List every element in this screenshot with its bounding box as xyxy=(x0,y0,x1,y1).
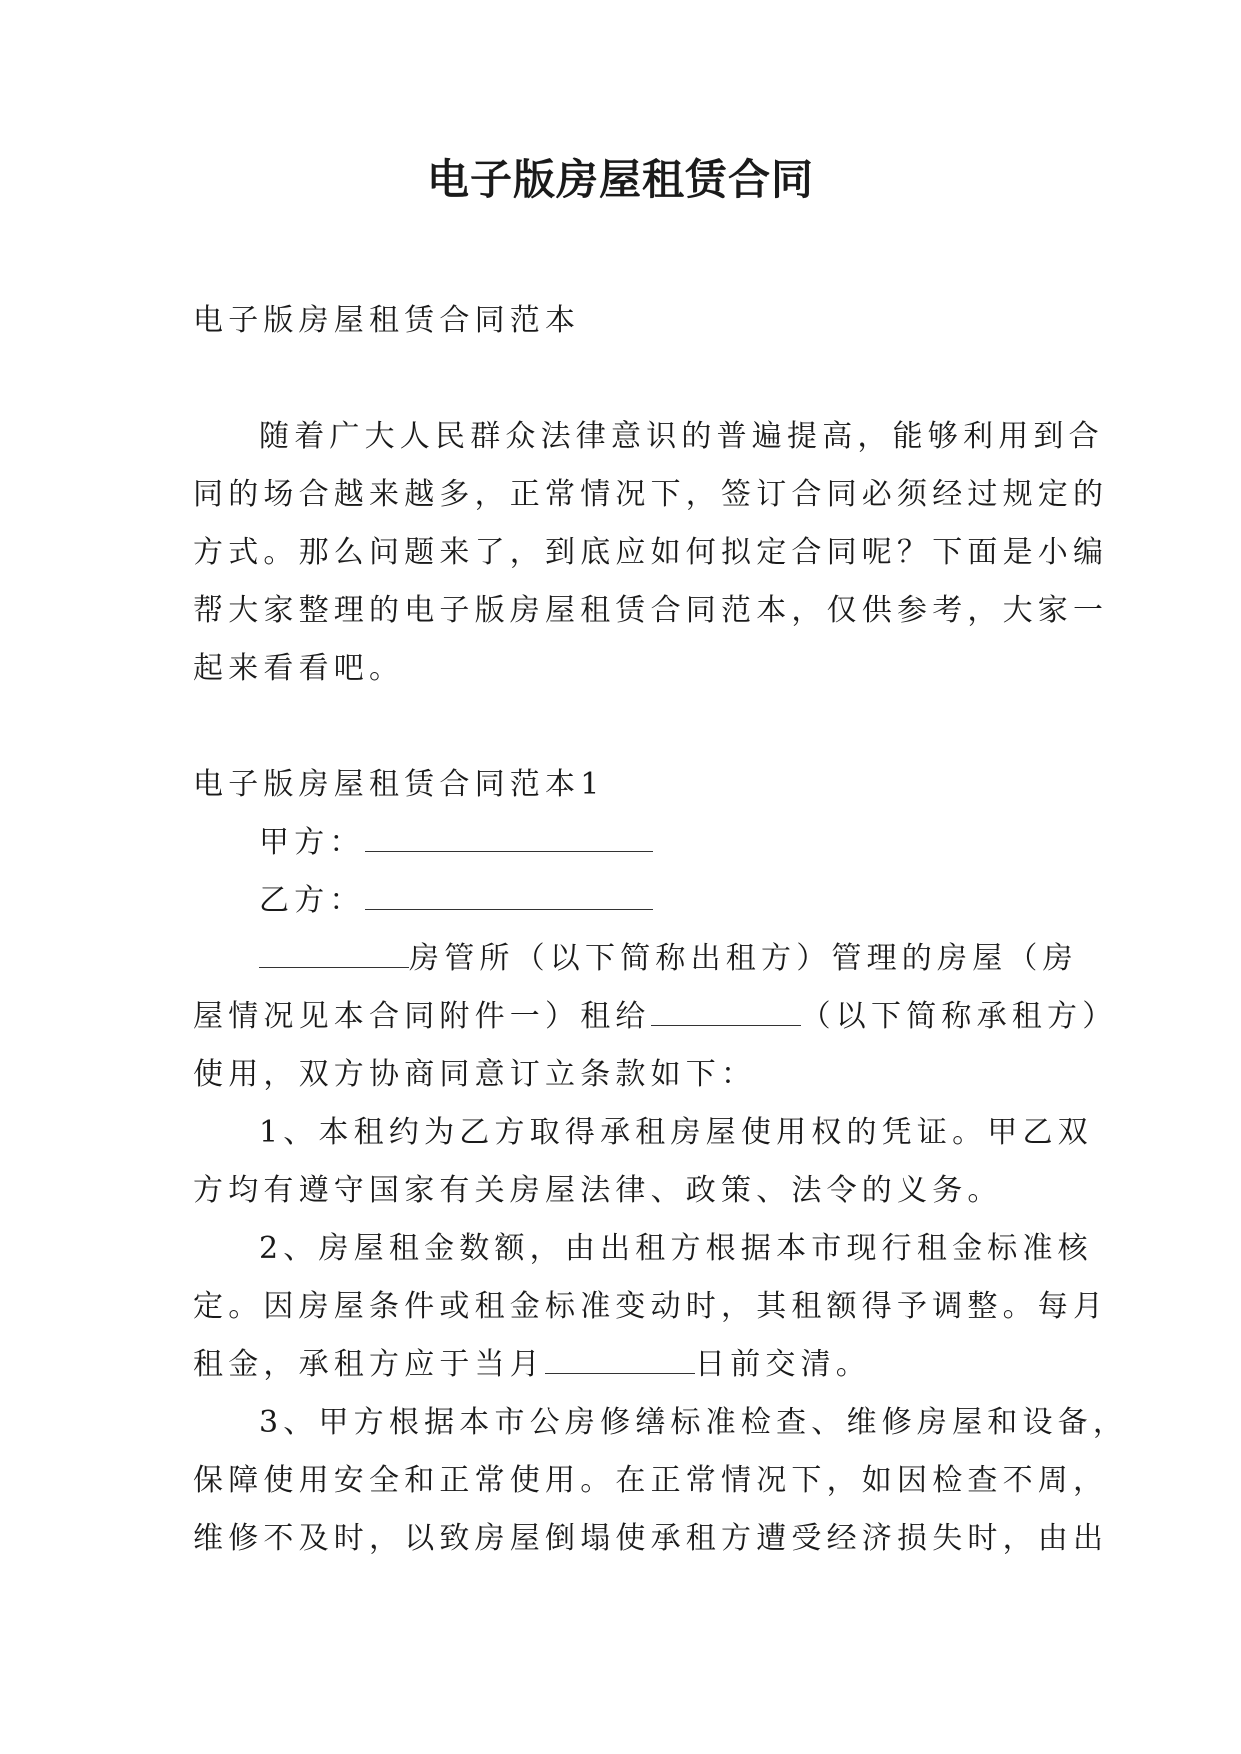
clause-3-line: 保障使用安全和正常使用。在正常情况下，如因检查不周， xyxy=(193,1463,1109,1498)
lease-line xyxy=(193,988,1118,1046)
subtitle: 电子版房屋租赁合同范本 xyxy=(193,303,581,338)
lease-text: 屋情况见本合同附件一）租给 xyxy=(193,999,651,1034)
party-b-blank xyxy=(365,875,653,910)
clause-2-text: 租金，承租方应于当月 xyxy=(193,1347,545,1382)
party-b-label: 乙方： xyxy=(259,883,365,918)
clause-1-line: 1、本租约为乙方取得承租房屋使用权的凭证。甲乙双 xyxy=(259,1115,1093,1150)
clause-1-line: 方均有遵守国家有关房屋法律、政策、法令的义务。 xyxy=(193,1173,1003,1208)
party-a-label: 甲方： xyxy=(259,825,365,860)
party-a-row xyxy=(193,814,1059,872)
clause-2-line: 定。因房屋条件或租金标准变动时，其租额得予调整。每月 xyxy=(193,1289,1109,1324)
party-b-row xyxy=(193,872,1059,930)
clause-3-line: 维修不及时，以致房屋倒塌使承租方遭受经济损失时，由出 xyxy=(193,1521,1109,1556)
section-heading: 电子版房屋租赁合同范本1 xyxy=(193,767,605,802)
clause-2-line: 2、房屋租金数额，由出租方根据本市现行租金标准核 xyxy=(259,1231,1093,1266)
rent-day-blank xyxy=(545,1339,695,1374)
spacer xyxy=(193,350,1059,408)
document-body xyxy=(193,292,1129,1568)
spacer xyxy=(193,698,1059,756)
document-title: 电子版房屋租赁合同 xyxy=(426,155,814,204)
lease-text: （以下简称承租方） xyxy=(800,999,1118,1034)
lease-text: 房管所（以下简称出租方）管理的房屋（房 xyxy=(409,941,1078,976)
intro-line: 方式。那么问题来了，到底应如何拟定合同呢？下面是小编 xyxy=(193,535,1109,570)
clause-3-line: 3、甲方根据本市公房修缮标准检查、维修房屋和设备， xyxy=(259,1405,1129,1440)
intro-line: 同的场合越来越多，正常情况下，签订合同必须经过规定的 xyxy=(193,477,1109,512)
lease-line xyxy=(193,930,1078,988)
lessee-blank xyxy=(651,991,801,1026)
clause-2-text: 日前交清。 xyxy=(695,1347,871,1382)
intro-line: 随着广大人民群众法律意识的普遍提高，能够利用到合 xyxy=(259,419,1104,454)
intro-line: 起来看看吧。 xyxy=(193,651,405,686)
clause-2-line xyxy=(193,1336,1059,1394)
intro-line: 帮大家整理的电子版房屋租赁合同范本，仅供参考，大家一 xyxy=(193,593,1109,628)
lease-line: 使用，双方协商同意订立条款如下： xyxy=(193,1057,757,1092)
party-a-blank xyxy=(365,817,653,852)
housing-office-blank xyxy=(259,933,409,968)
